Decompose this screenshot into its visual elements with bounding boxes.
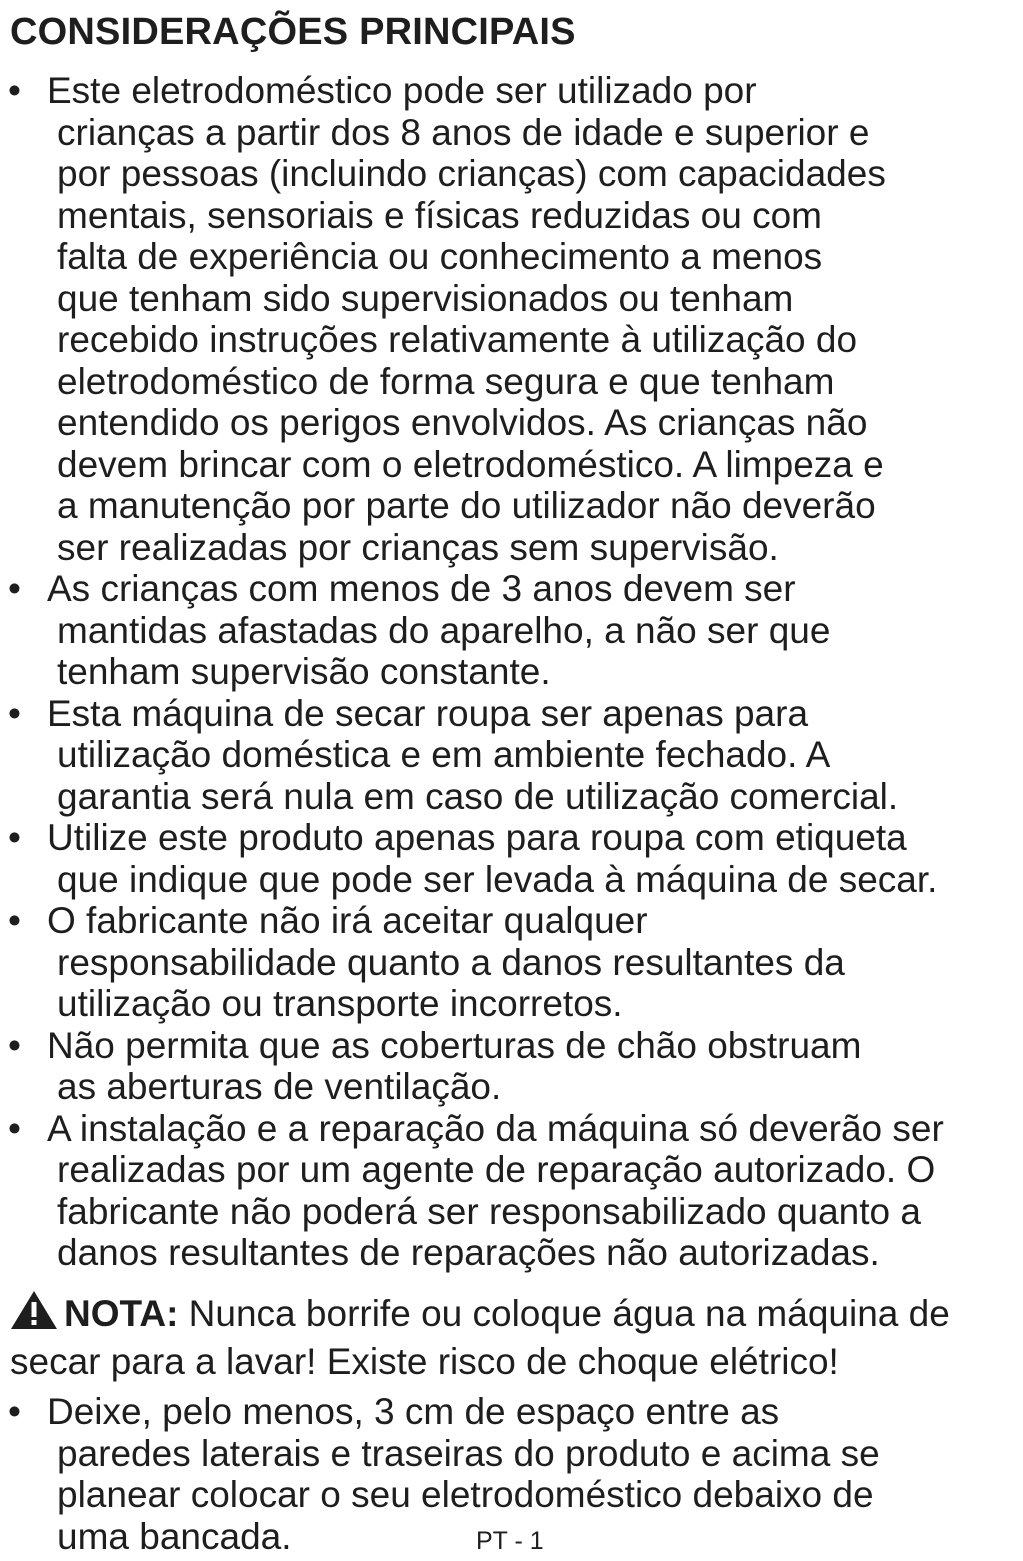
list-item-first-line: Não permita que as coberturas de chão obstruam bbox=[47, 1024, 862, 1066]
list-item-first-line: A instalação e a reparação da máquina só deverão ser bbox=[47, 1107, 944, 1149]
list-item-text: que indique que pode ser levada à máquina de secar. bbox=[57, 858, 938, 900]
bullet: • bbox=[8, 692, 21, 734]
list-item-first-line: Esta máquina de secar roupa ser apenas para bbox=[47, 692, 809, 734]
page-number: PT - 1 bbox=[476, 1527, 544, 1555]
list-item-text: realizadas por um agente de reparação autorizado. O fabricante não poderá ser responsabilizado quanto a danos resultantes de reparações não autorizadas. bbox=[57, 1149, 936, 1273]
list-item-first-line: O fabricante não irá aceitar qualquer bbox=[47, 900, 648, 941]
list-item bbox=[0, 70, 1023, 568]
bullet: • bbox=[8, 1391, 21, 1432]
list-item-first-line: Utilize este produto apenas para roupa com etiqueta bbox=[47, 817, 907, 858]
list-item-text: utilização doméstica e em ambiente fechado. A garantia será nula em caso de utilização comercial. bbox=[57, 734, 899, 817]
list-item bbox=[0, 693, 1023, 818]
considerations-list bbox=[0, 70, 1023, 1274]
section-title: CONSIDERAÇÕES PRINCIPAIS bbox=[10, 11, 576, 53]
warning-triangle-icon bbox=[10, 1290, 58, 1340]
list-item-text: paredes laterais e traseiras do produto e acima se planear colocar o seu eletrodoméstico debaixo de uma bancada. bbox=[57, 1432, 880, 1557]
list-item bbox=[0, 1108, 1023, 1274]
list-item bbox=[0, 817, 1023, 900]
bullet: • bbox=[8, 568, 21, 609]
list-item-text: as aberturas de ventilação. bbox=[57, 1066, 502, 1107]
bullet: • bbox=[8, 900, 21, 941]
list-item-first-line: As crianças com menos de 3 anos devem ser bbox=[47, 568, 796, 609]
list-item bbox=[0, 1025, 1023, 1108]
list-item-text: crianças a partir dos 8 anos de idade e superior e por pessoas (incluindo crianças) com capacidades mentais, sensoriais e físicas reduzidas ou com falta de experiência ou conhecimento a menos que tenham sido supervisionados ou tenham recebido instruções relativamente à utilização do eletrodoméstico de forma segura e que tenham entendido os perigos envolvidos. As crianças não devem brincar com o eletrodoméstico. A limpeza e a manutenção por parte do utilizador não deverão ser realizadas por crianças sem supervisão. bbox=[57, 111, 886, 568]
note-text: Nunca borrife ou coloque água na máquina de secar para a lavar! Existe risco de choque elétrico! bbox=[10, 1293, 950, 1382]
list-item-text: mantidas afastadas do aparelho, a não ser que tenham supervisão constante. bbox=[57, 609, 831, 692]
bullet: • bbox=[8, 1024, 21, 1066]
bullet: • bbox=[8, 70, 21, 111]
bullet: • bbox=[8, 1107, 21, 1149]
note-label: NOTA: bbox=[64, 1293, 179, 1334]
list-item bbox=[0, 900, 1023, 1025]
list-item bbox=[0, 568, 1023, 693]
list-item-text: responsabilidade quanto a danos resultantes da utilização ou transporte incorretos. bbox=[57, 941, 845, 1024]
list-item-first-line: Este eletrodoméstico pode ser utilizado por bbox=[47, 70, 757, 111]
safety-note bbox=[10, 1290, 1020, 1384]
list-item-first-line: Deixe, pelo menos, 3 cm de espaço entre as bbox=[47, 1391, 780, 1432]
bullet: • bbox=[8, 817, 21, 858]
